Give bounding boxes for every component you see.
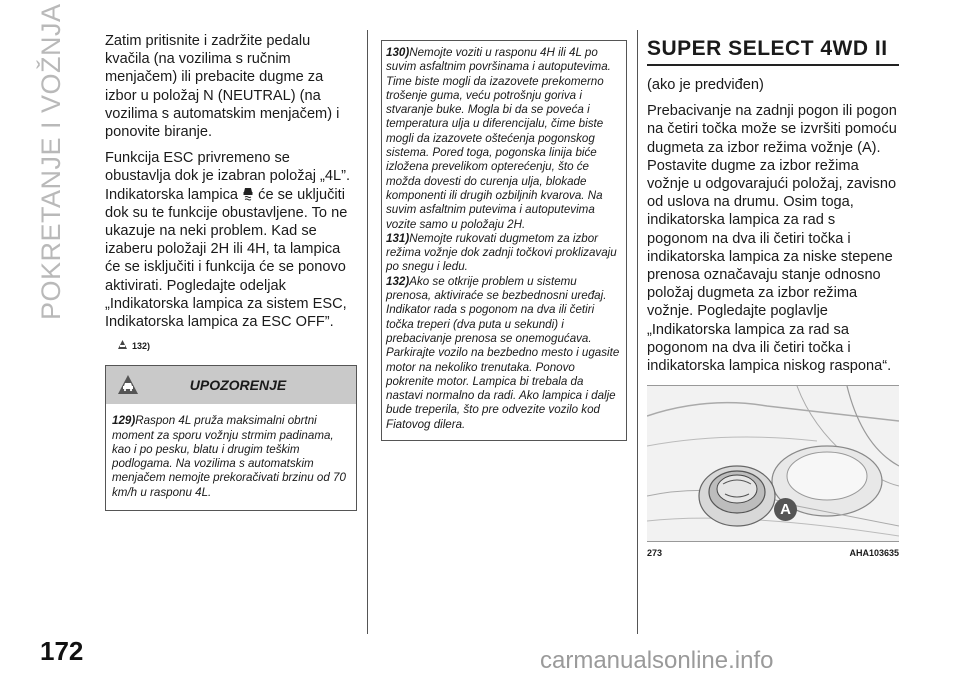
watermark: carmanualsonline.info	[540, 647, 774, 674]
section-title: SUPER SELECT 4WD II	[647, 37, 888, 60]
note-text: Ako se otkrije problem u sistemu prenosa, aktiviraće se bezbednosni uređaj. Indikator rada s pogonom na dva ili četiri točka treperi (dva puta u sekundi) i prebacivanje prenosa se onemogućava. Parkirajte vozilo na bezbedno mesto i ugasite motor na nekoliko trenutaka. Ponovo pokrenite motor. Lampica bi trebala da nastavi normalno da radi. Ako lampica i dalje bude treperila, što pre odvezite vozilo kod Fiatovog dilera.	[386, 274, 620, 431]
note	[386, 46, 622, 232]
note-number: 132)	[386, 274, 410, 288]
column-divider	[637, 30, 638, 634]
warning-text	[106, 404, 356, 510]
figure-number: 273	[647, 548, 663, 559]
chapter-side-tab	[36, 3, 76, 320]
note-number: 131)	[386, 231, 410, 245]
notes-box	[381, 40, 627, 441]
figure-caption	[647, 548, 899, 558]
page-number: 172	[40, 636, 84, 666]
drive-mode-selector-illustration	[647, 386, 899, 541]
figure-code: AHA103635	[849, 548, 899, 559]
warning-header	[106, 366, 356, 404]
section-body: Prebacivanje na zadnji pogon ili pogon na četiri točka može se izvršiti pomoću dugmeta za izbor režima vožnje (A). Postavite dugme za izbor režima vožnje u odgovarajući položaj, zavisno od uslova na drumu. Osim toga, indikatorska lampica za rad s pogonom na dva ili četiri točka i indikatorska lampica za niske stepene prenosa označavaju stanje odnosno položaj dugmeta za izbor režima vožnje. Pogledajte poglavlje „Indikatorska lampica za rad sa pogonom na dva ili četiri točka i indikatorska lampica niskog raspona“.	[647, 103, 897, 375]
note-text: Raspon 4L pruža maksimalni obrtni moment za sporu vožnju strmim padinama, kao i po pesku, blatu i drugim teškim podlogama. Na vozilima s automatskim menjačem nemojte prekoračivati brzinu od 70 km/h u rasponu 4L.	[112, 414, 346, 499]
warning-title: UPOZORENJE	[189, 377, 287, 394]
paragraph-esc	[105, 149, 357, 331]
paragraph: Zatim pritisnite i zadržite pedalu kvačila (na vozilima s ručnim menjačem) ili prebacite dugme za izbor u položaj N (NEUTRAL) (na vozilima s automatskim menjačem) i ponovite biranje.	[105, 33, 340, 141]
paragraph-text: će se uključiti dok su te funkcije obustavljene. To ne ukazuje na neki problem. Kad se izaberu položaji 2H ili 4H, ta lampica će se isključiti i funkcija će se ponovo aktivirati. Pogledajte odeljak „Indikatorska lampica za sistem ESC, Indikatorska lampica za ESC OFF”.	[105, 186, 348, 331]
note-number: 130)	[386, 46, 410, 59]
paragraph-text: Funkcija ESC privremeno se obustavlja dok je izabran položaj „4L”. Indikatorska lampica	[105, 150, 350, 203]
note-text: Nemojte rukovati dugmetom za izbor režima vožnje dok zadnji točkovi proklizavaju po snegu i ledu.	[386, 231, 617, 274]
warning-box	[105, 365, 357, 511]
chapter-title: POKRETANJE I VOŽNJA	[36, 3, 66, 320]
esc-warning-lamp-icon	[242, 187, 254, 201]
reference-marker	[117, 339, 357, 351]
note-number: 129)	[112, 414, 136, 428]
right-column	[647, 38, 899, 558]
figure-drive-mode-selector	[647, 385, 899, 542]
warning-ref-icon	[117, 339, 128, 351]
left-column	[105, 32, 357, 511]
title-rule	[647, 64, 899, 66]
note-text: Nemojte voziti u rasponu 4H ili 4L po suvim asfaltnim površinama i autoputevima. Time biste mogli da izazovete prekomerno trošenje guma, veću potrošnju goriva i stvaranje buke. Mogla bi da se poveća i temperatura ulja u diferencijalu, čime biste mogli da izazovete oštećenja pogonskog sistema. Pored toga, pogonska linija biće izložena prevelikom opterećenju, što će možda dovesti do curenja ulja, blokade komponenti ili drugih ozbiljnih kvarova. Na suvim asfaltnim putevima i autoputevima vozite samo u položaju 2H.	[386, 46, 611, 231]
car-warning-icon	[116, 373, 140, 397]
middle-column	[381, 40, 627, 441]
callout-label: A	[780, 501, 791, 519]
note	[386, 232, 622, 275]
reference-number: 132)	[132, 341, 151, 352]
column-divider	[367, 30, 368, 634]
section-subtitle: (ako je predviđen)	[647, 77, 764, 93]
note	[386, 275, 622, 432]
